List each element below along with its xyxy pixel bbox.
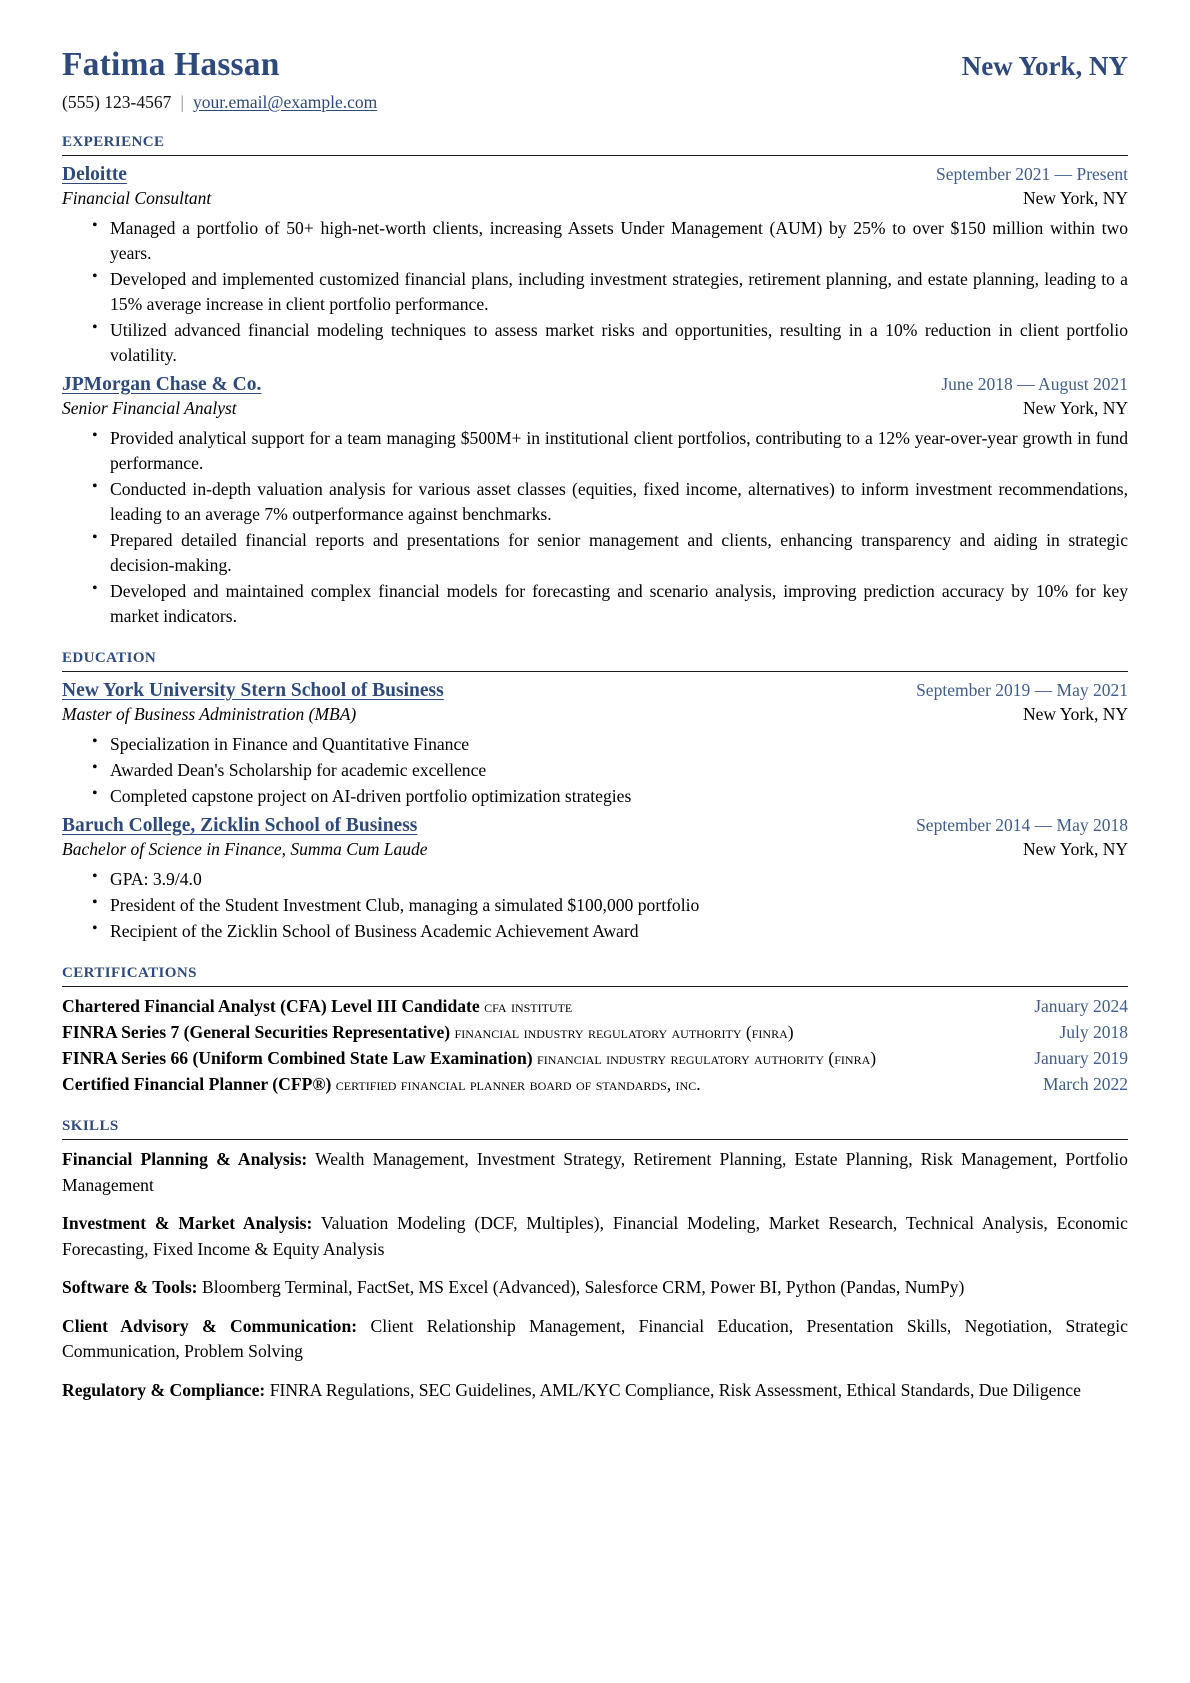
entry-header <box>62 679 1128 703</box>
experience-entry <box>62 163 1128 368</box>
education-dates: September 2019 — May 2021 <box>916 679 1128 700</box>
employer-name[interactable]: JPMorgan Chase & Co. <box>62 373 262 395</box>
certification-date: January 2019 <box>1034 1047 1128 1068</box>
certification-row <box>62 994 1128 1019</box>
header-location: New York, NY <box>961 51 1128 81</box>
employer-name[interactable]: Deloitte <box>62 163 127 185</box>
school-location: New York, NY <box>1022 704 1128 725</box>
certification-name: FINRA Series 66 (Uniform Combined State Law Examination) <box>62 1047 533 1068</box>
experience-entry <box>62 373 1128 629</box>
education-highlights <box>62 732 1128 809</box>
section-divider <box>62 1139 1128 1140</box>
skill-items: Valuation Modeling (DCF, Multiples), Financial Modeling, Market Research, Technical Analysis, Economic Forecasting, Fixed Income & Equity Analysis <box>62 1213 1128 1259</box>
employment-dates: September 2021 — Present <box>936 163 1128 184</box>
education-highlights <box>62 867 1128 944</box>
contact-line <box>62 92 1128 113</box>
certification-issuer: financial industry regulatory authority (finra) <box>537 1047 877 1068</box>
certification-issuer: financial industry regulatory authority (finra) <box>454 1021 794 1042</box>
certification-row <box>62 1072 1128 1097</box>
skill-items: Bloomberg Terminal, FactSet, MS Excel (Advanced), Salesforce CRM, Power BI, Python (Pandas, NumPy) <box>201 1277 965 1298</box>
email-link[interactable]: your.email@example.com <box>192 91 378 112</box>
resume-header <box>62 46 1128 85</box>
list-item: • Specialization in Finance and Quantitative Finance <box>92 732 1128 757</box>
entry-subheader <box>62 397 1128 420</box>
skill-group <box>62 1147 1128 1198</box>
section-certifications <box>62 958 1128 1097</box>
skill-category: Investment & Market Analysis: <box>62 1213 313 1234</box>
section-divider <box>62 671 1128 672</box>
list-item: • President of the Student Investment Club, managing a simulated $100,000 portfolio <box>92 893 1128 918</box>
section-education <box>62 643 1128 944</box>
list-item: • Managed a portfolio of 50+ high-net-worth clients, increasing Assets Under Management (AUM) by 25% to over $150 million within two years. <box>92 216 1128 266</box>
section-experience <box>62 127 1128 629</box>
job-location: New York, NY <box>1022 398 1128 419</box>
list-item: • Developed and implemented customized financial plans, including investment strategies, retirement planning, and estate planning, leading to a 15% average increase in client portfolio performance. <box>92 267 1128 317</box>
entry-header <box>62 373 1128 397</box>
list-item: • GPA: 3.9/4.0 <box>92 867 1128 892</box>
entry-subheader <box>62 187 1128 210</box>
skill-category: Regulatory & Compliance: <box>62 1379 266 1400</box>
certification-text <box>62 994 1020 1019</box>
certification-text <box>62 1020 1045 1045</box>
section-title-certifications: certifications <box>62 956 197 982</box>
certification-row <box>62 1020 1128 1045</box>
school-location: New York, NY <box>1022 839 1128 860</box>
skill-category: Software & Tools: <box>62 1277 198 1298</box>
skill-items: Client Relationship Management, Financial Education, Presentation Skills, Negotiation, Strategic Communication, Problem Solving <box>62 1315 1128 1362</box>
job-title: Senior Financial Analyst <box>62 398 237 419</box>
entry-header <box>62 814 1128 838</box>
list-item: • Conducted in-depth valuation analysis for various asset classes (equities, fixed income, alternatives) to inform investment recommendations, leading to an average 7% outperformance against benchmarks. <box>92 477 1128 527</box>
section-skills <box>62 1111 1128 1403</box>
list-item: • Provided analytical support for a team managing $500M+ in institutional client portfolios, contributing to a 12% year-over-year growth in fund performance. <box>92 426 1128 476</box>
certification-issuer: certified financial planner board of standards, inc. <box>335 1073 701 1094</box>
entry-header <box>62 163 1128 187</box>
certification-text <box>62 1072 1029 1097</box>
certification-text <box>62 1046 1020 1071</box>
school-name[interactable]: New York University Stern School of Business <box>62 679 444 701</box>
skill-items: FINRA Regulations, SEC Guidelines, AML/KYC Compliance, Risk Assessment, Ethical Standards, Due Diligence <box>269 1379 1081 1400</box>
list-item: • Prepared detailed financial reports and presentations for senior management and clients, enhancing transparency and aiding in strategic decision-making. <box>92 528 1128 578</box>
section-title-experience: experience <box>62 125 165 151</box>
job-location: New York, NY <box>1022 188 1128 209</box>
job-title: Financial Consultant <box>62 188 212 209</box>
contact-separator: | <box>180 91 184 112</box>
skill-items: Wealth Management, Investment Strategy, Retirement Planning, Estate Planning, Risk Management, Portfolio Management <box>62 1149 1128 1195</box>
entry-subheader <box>62 838 1128 861</box>
entry-subheader <box>62 703 1128 726</box>
degree-title: Master of Business Administration (MBA) <box>62 704 357 725</box>
skill-group <box>62 1314 1128 1365</box>
section-divider <box>62 155 1128 156</box>
certification-date: March 2022 <box>1042 1073 1128 1094</box>
list-item: • Awarded Dean's Scholarship for academic excellence <box>92 758 1128 783</box>
skill-category: Client Advisory & Communication: <box>62 1315 358 1336</box>
degree-title: Bachelor of Science in Finance, Summa Cum Laude <box>62 839 428 860</box>
list-item: • Utilized advanced financial modeling techniques to assess market risks and opportunities, resulting in a 10% reduction in client portfolio volatility. <box>92 318 1128 368</box>
certification-issuer: cfa institute <box>484 995 573 1016</box>
education-dates: September 2014 — May 2018 <box>916 814 1128 835</box>
certification-row <box>62 1046 1128 1071</box>
education-entry <box>62 679 1128 809</box>
section-title-education: education <box>62 641 157 667</box>
certification-date: July 2018 <box>1059 1021 1128 1042</box>
certification-name: FINRA Series 7 (General Securities Representative) <box>62 1021 451 1042</box>
section-divider <box>62 986 1128 987</box>
skill-group <box>62 1378 1128 1404</box>
responsibility-list <box>62 426 1128 629</box>
skill-category: Financial Planning & Analysis: <box>62 1149 308 1170</box>
skill-group <box>62 1275 1128 1301</box>
phone-number: (555) 123-4567 <box>62 91 172 112</box>
certification-name: Certified Financial Planner (CFP®) <box>62 1073 332 1094</box>
school-name[interactable]: Baruch College, Zicklin School of Business <box>62 814 418 836</box>
certification-date: January 2024 <box>1034 995 1128 1016</box>
education-entry <box>62 814 1128 944</box>
list-item: • Developed and maintained complex financial models for forecasting and scenario analysis, improving prediction accuracy by 10% for key market indicators. <box>92 579 1128 629</box>
skill-group <box>62 1211 1128 1262</box>
certification-name: Chartered Financial Analyst (CFA) Level III Candidate <box>62 995 480 1016</box>
list-item: • Completed capstone project on AI-driven portfolio optimization strategies <box>92 784 1128 809</box>
employment-dates: June 2018 — August 2021 <box>941 373 1128 394</box>
section-title-skills: skills <box>62 1109 119 1135</box>
page-title: Fatima Hassan <box>62 46 280 83</box>
list-item: • Recipient of the Zicklin School of Business Academic Achievement Award <box>92 919 1128 944</box>
responsibility-list <box>62 216 1128 368</box>
